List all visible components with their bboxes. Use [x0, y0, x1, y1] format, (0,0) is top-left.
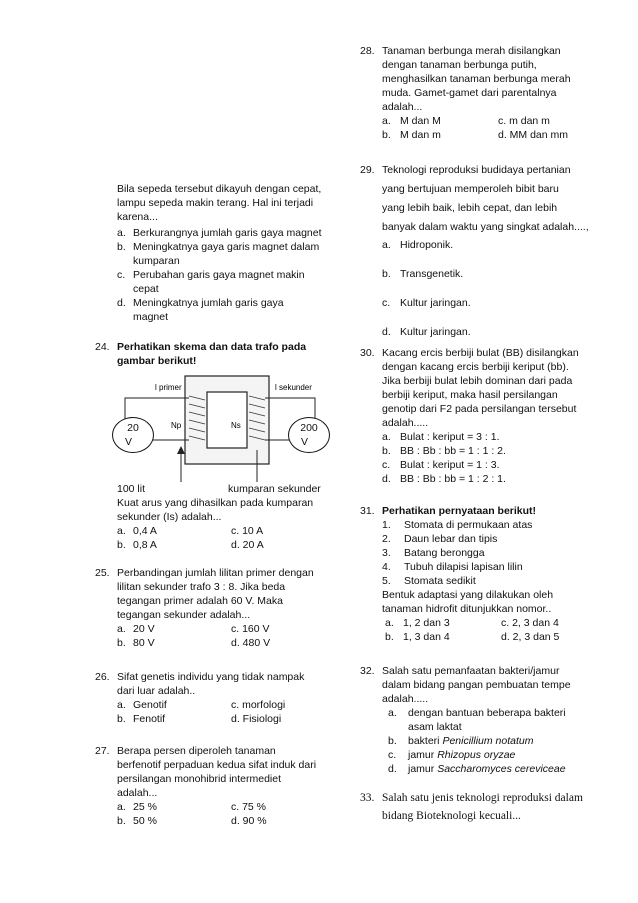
q23-text-line: karena...	[117, 211, 158, 223]
question-29	[360, 162, 620, 235]
ns-label: Ns	[231, 421, 241, 430]
q32-option-d: d. jamur Saccharomyces cereviceae	[388, 763, 566, 775]
question-text: Perhatikan skema dan data trafo pada gambar berikut!	[117, 341, 307, 367]
question-text: Salah satu jenis teknologi reproduksi dalam bidang Bioteknologi kecuali...	[382, 792, 583, 822]
caption-secondary-coil: kumparan sekunder	[228, 483, 321, 495]
q29-options	[382, 238, 471, 354]
q29-option-b: b. Transgenetik.	[382, 268, 464, 280]
transformer-core-window	[207, 392, 247, 448]
q23-option-b: b. Meningkatnya gaya garis magnet dalam kumparan	[117, 241, 320, 267]
q32-option-c: c. jamur Rhizopus oryzae	[388, 749, 516, 761]
q23-option-d: d. Meningkatnya jumlah garis gaya magnet	[117, 297, 284, 323]
q29-option-a: a. Hidroponik.	[382, 239, 454, 251]
q23-text-line: Bila sepeda tersebut dikayuh dengan cepat,	[117, 183, 322, 195]
primary-label: l primer	[155, 383, 182, 392]
caption-primary-turns: 100 lit	[117, 483, 146, 495]
voltage-secondary-badge: 200 V	[288, 417, 330, 453]
q31-statement: 5. Stomata sedikit	[382, 575, 476, 587]
question-number: 27.	[95, 745, 110, 757]
q31-options-row: b. 1, 3 dan 4 d. 2, 3 dan 5	[385, 631, 560, 643]
q27-options-row: b. 50 % d. 90 %	[117, 815, 267, 827]
question-text: Teknologi reproduksi budidaya pertanian yang bertujuan memperoleh bibit baru yang lebih baik, lebih cepat, dan lebih banyak dalam waktu yang singkat adalah....,	[382, 164, 589, 233]
q32-option-a: a. dengan bantuan beberapa bakteri asam laktat	[388, 707, 566, 733]
question-30	[360, 346, 620, 486]
question-text: Tanaman berbunga merah disilangkan dengan tanaman berbunga putih, menghasilkan tanaman berbunga merah muda. Gamet-gamet dari parentalnya adalah... a. M dan M c. m dan m b. M dan m d. MM dan mm	[382, 44, 610, 142]
q31-statement: 2. Daun lebar dan tipis	[382, 533, 498, 545]
question-number: 31.	[360, 505, 375, 517]
question-number: 32.	[360, 665, 375, 677]
q30-option-b: b. BB : Bb : bb = 1 : 1 : 2.	[382, 445, 506, 457]
question-28	[360, 44, 610, 142]
q29-option-c: c. Kultur jaringan.	[382, 297, 471, 309]
question-number: 33.	[360, 792, 375, 804]
q23-stem	[117, 182, 347, 224]
q26-options-row: a. Genotif c. morfologi	[117, 699, 286, 711]
q24-options-row: a. 0,4 A c. 10 A	[117, 525, 264, 537]
q32-option-b: b. bakteri Penicillium notatum	[388, 735, 534, 747]
q31-statement: 1. Stomata di permukaan atas	[382, 519, 533, 531]
q23-options	[117, 226, 347, 324]
voltage-primary-badge: 20 V	[112, 417, 154, 453]
question-number: 24.	[95, 341, 110, 353]
q30-option-c: c. Bulat : keriput = 1 : 3.	[382, 459, 500, 471]
np-label: Np	[171, 421, 182, 430]
q24-prompt: Kuat arus yang dihasilkan pada kumparan sekunder (Is) adalah... a. 0,4 A c. 10 A b. 0,8 A d. 20 A	[117, 496, 357, 552]
question-number: 30.	[360, 347, 375, 359]
question-32	[360, 664, 620, 776]
q25-options-row: a. 20 V c. 160 V	[117, 623, 270, 635]
q23-option-a: a. Berkurangnya jumlah garis gaya magnet	[117, 227, 322, 239]
question-text: Salah satu pemanfaatan bakteri/jamur dalam bidang pangan pembuatan tempe adalah..... a. dengan bantuan beberapa bakteri asam laktat b. bakteri Penicillium notatum c. jamur Rhizopus oryzae d. jamur Saccharomyces cereviceae	[382, 664, 620, 776]
secondary-label: l sekunder	[275, 383, 312, 392]
q25-options-row: b. 80 V d. 480 V	[117, 637, 271, 649]
question-33	[360, 791, 630, 824]
q30-option-d: d. BB : Bb : bb = 1 : 2 : 1.	[382, 473, 506, 485]
question-31	[360, 504, 620, 644]
question-text: Perhatikan pernyataan berikut! 1. Stomata di permukaan atas 2. Daun lebar dan tipis 3. Batang berongga 4. Tubuh dilapisi lapisan lilin 5. Stomata sedikit Bentuk adaptasi yang dilakukan oleh tanaman hidrofit ditunjukkan nomor.. a. 1, 2 dan 3 c. 2, 3 dan 4 b. 1, 3 dan 4 d. 2, 3 dan 5	[382, 504, 620, 644]
q24-options-row: b. 0,8 A d. 20 A	[117, 539, 264, 551]
q31-statement: 4. Tubuh dilapisi lapisan lilin	[382, 561, 523, 573]
q28-options-row: b. M dan m d. MM dan mm	[382, 129, 569, 141]
q23-text-line: lampu sepeda makin terang. Hal ini terjadi	[117, 197, 314, 209]
question-number: 25.	[95, 567, 110, 579]
pointer-primary-arrow	[177, 446, 185, 454]
q23-option-c: c. Perubahan garis gaya magnet makin cepat	[117, 269, 305, 295]
q26-options-row: b. Fenotif d. Fisiologi	[117, 713, 282, 725]
q31-options-row: a. 1, 2 dan 3 c. 2, 3 dan 4	[385, 617, 559, 629]
question-text: Kacang ercis berbiji bulat (BB) disilangkan dengan kacang ercis berbiji keriput (bb). Jika berbiji bulat lebih dominan dari pada berbiji keriput, maka hasil persilangan genotip dari F2 pada persilangan tersebut adalah..... a. Bulat : keriput = 3 : 1. b. BB : Bb : bb = 1 : 1 : 2. c. Bulat : keriput = 1 : 3. d. BB : Bb : bb = 1 : 2 : 1.	[382, 346, 620, 486]
q29-option-d: d. Kultur jaringan.	[382, 326, 471, 338]
question-number: 26.	[95, 671, 110, 683]
question-25	[95, 566, 360, 650]
question-27	[95, 744, 360, 828]
question-text: Berapa persen diperoleh tanaman berfenotif perpaduan kedua sifat induk dari persilangan monohibrid intermediet adalah... a. 25 % c. 75 % b. 50 % d. 90 %	[117, 744, 360, 828]
question-24	[95, 340, 355, 368]
question-number: 29.	[360, 164, 375, 176]
question-26	[95, 670, 360, 726]
question-text: Sifat genetis individu yang tidak nampak dari luar adalah.. a. Genotif c. morfologi b. Fenotif d. Fisiologi	[117, 670, 360, 726]
q31-statement: 3. Batang berongga	[382, 547, 485, 559]
q27-options-row: a. 25 % c. 75 %	[117, 801, 267, 813]
question-text: Perbandingan jumlah lilitan primer dengan lilitan sekunder trafo 3 : 8. Jika beda tegangan primer adalah 60 V. Maka tegangan sekunder adalah... a. 20 V c. 160 V b. 80 V d. 480 V	[117, 566, 360, 650]
q30-option-a: a. Bulat : keriput = 3 : 1.	[382, 431, 500, 443]
question-number: 28.	[360, 45, 375, 57]
q28-options-row: a. M dan M c. m dan m	[382, 115, 550, 127]
